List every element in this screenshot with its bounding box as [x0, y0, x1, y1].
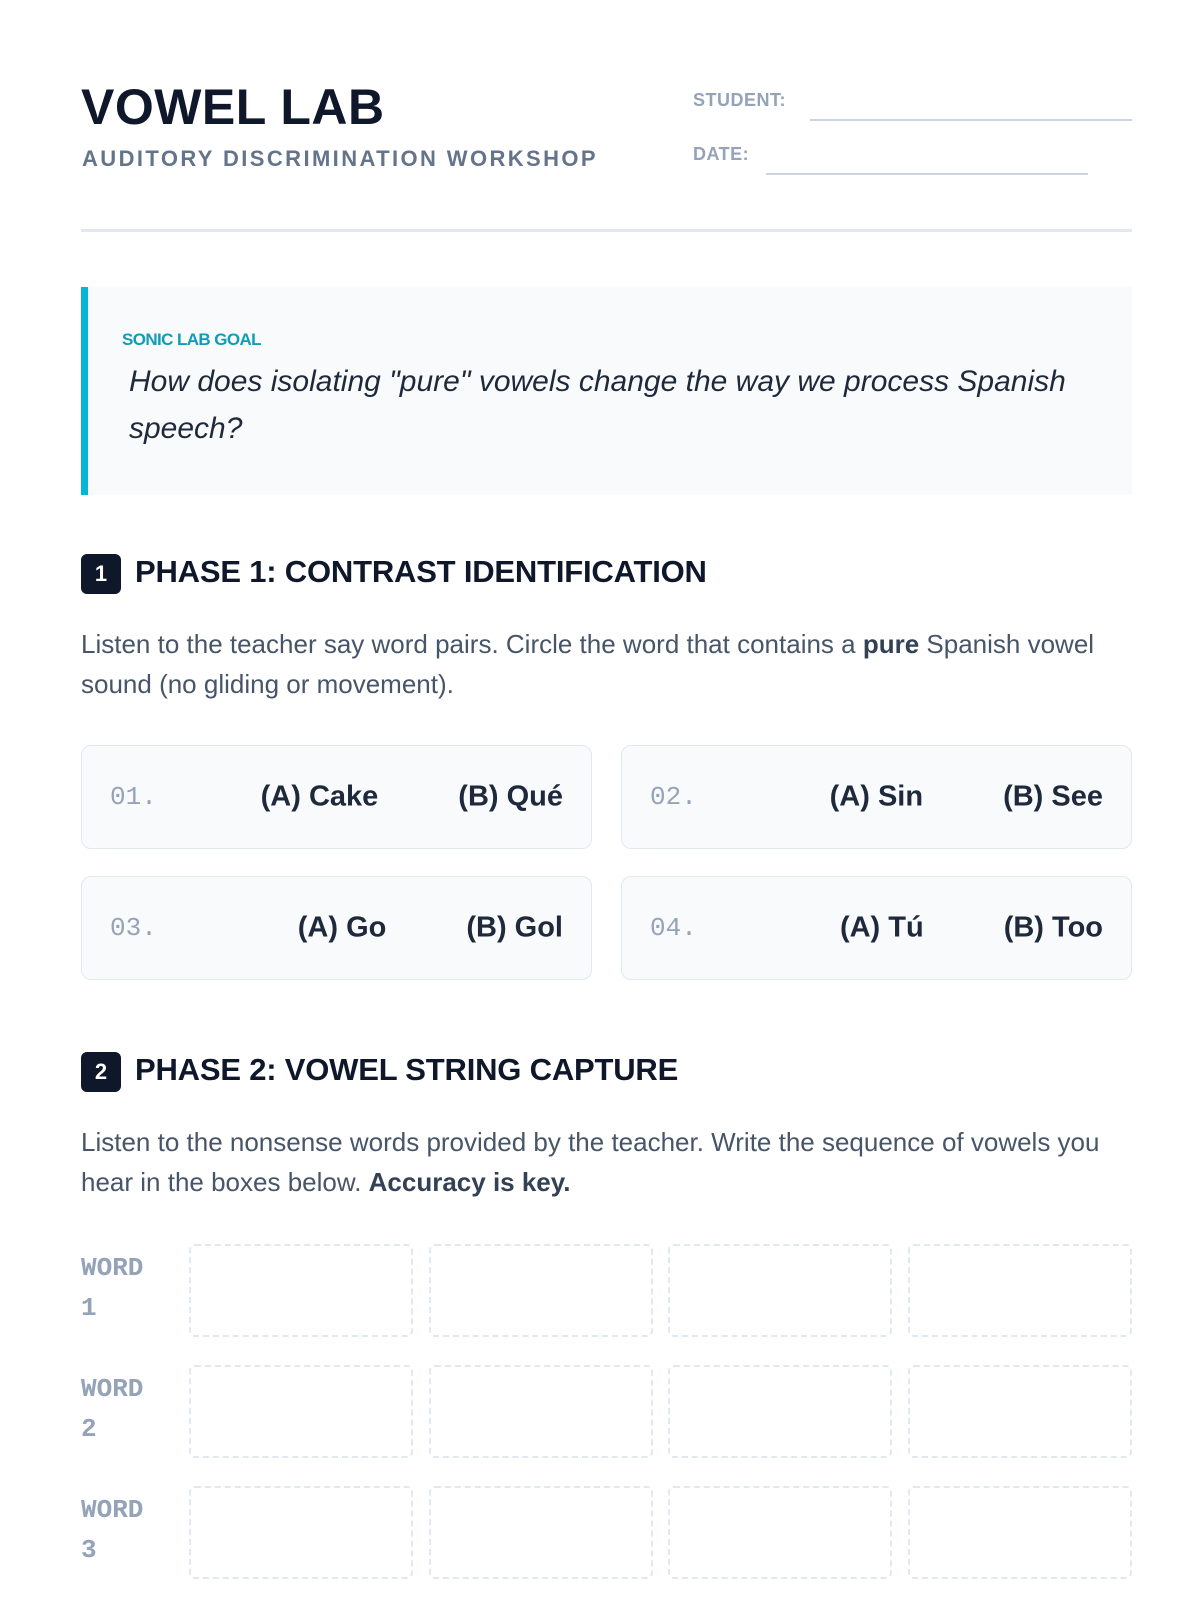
- vowel-box[interactable]: [429, 1486, 653, 1579]
- pair-number: 02.: [650, 782, 697, 812]
- student-label: STUDENT:: [693, 90, 786, 110]
- pair-card-3: [81, 876, 592, 980]
- vowel-box[interactable]: [189, 1365, 413, 1458]
- phase-1-instructions: Listen to the teacher say word pairs. Circle the word that contains a pure Spanish vowel sound (no gliding or movement).: [81, 629, 1095, 699]
- vowel-box[interactable]: [668, 1244, 892, 1337]
- pair-card-4: [621, 876, 1132, 980]
- pair-option-b[interactable]: (B) Too: [1003, 911, 1103, 944]
- pair-number: 04.: [650, 913, 697, 943]
- pair-number: 03.: [110, 913, 157, 943]
- vowel-box[interactable]: [908, 1486, 1132, 1579]
- phase-1-badge: 1: [81, 554, 121, 594]
- date-field[interactable]: [766, 173, 1088, 175]
- vowel-box[interactable]: [429, 1244, 653, 1337]
- date-label: DATE:: [693, 144, 750, 164]
- vowel-box[interactable]: [908, 1244, 1132, 1337]
- pair-card-1: [81, 745, 592, 849]
- phase-2-title: PHASE 2: VOWEL STRING CAPTURE: [135, 1052, 679, 1087]
- pair-option-a[interactable]: (A) Tú: [839, 911, 924, 944]
- pair-card-2: [621, 745, 1132, 849]
- vowel-box[interactable]: [668, 1365, 892, 1458]
- word-label-3: WORD 3: [81, 1495, 144, 1565]
- student-name-field[interactable]: [810, 119, 1132, 121]
- vowel-box[interactable]: [668, 1486, 892, 1579]
- page-subtitle: AUDITORY DISCRIMINATION WORKSHOP: [82, 146, 598, 171]
- emphasis-accuracy: Accuracy is key.: [368, 1167, 571, 1197]
- word-label-2: WORD 2: [81, 1374, 144, 1444]
- word-label-1: WORD 1: [81, 1253, 144, 1323]
- pair-option-b[interactable]: (B) Gol: [466, 911, 563, 944]
- pair-option-b[interactable]: (B) See: [1003, 780, 1103, 813]
- phase-2-badge: 2: [81, 1052, 121, 1092]
- pair-option-a[interactable]: (A) Go: [297, 911, 387, 944]
- phase-2-instructions: Listen to the nonsense words provided by the teacher. Write the sequence of vowels you hear in the boxes below. Accuracy is key.: [81, 1127, 1100, 1197]
- vowel-box[interactable]: [908, 1365, 1132, 1458]
- pair-number: 01.: [110, 782, 157, 812]
- pair-option-a[interactable]: (A) Sin: [829, 780, 924, 813]
- vowel-box[interactable]: [189, 1244, 413, 1337]
- pair-option-b[interactable]: (B) Qué: [458, 780, 563, 813]
- vowel-box[interactable]: [189, 1486, 413, 1579]
- phase-1-title: PHASE 1: CONTRAST IDENTIFICATION: [135, 554, 707, 589]
- goal-label: SONIC LAB GOAL: [122, 330, 261, 349]
- vowel-box[interactable]: [429, 1365, 653, 1458]
- pair-option-a[interactable]: (A) Cake: [260, 780, 379, 813]
- header-divider: [81, 229, 1132, 232]
- goal-question: How does isolating "pure" vowels change the way we process Spanish speech?: [129, 365, 1066, 445]
- page-title: VOWEL LAB: [81, 79, 385, 135]
- emphasis-pure: pure: [862, 629, 920, 659]
